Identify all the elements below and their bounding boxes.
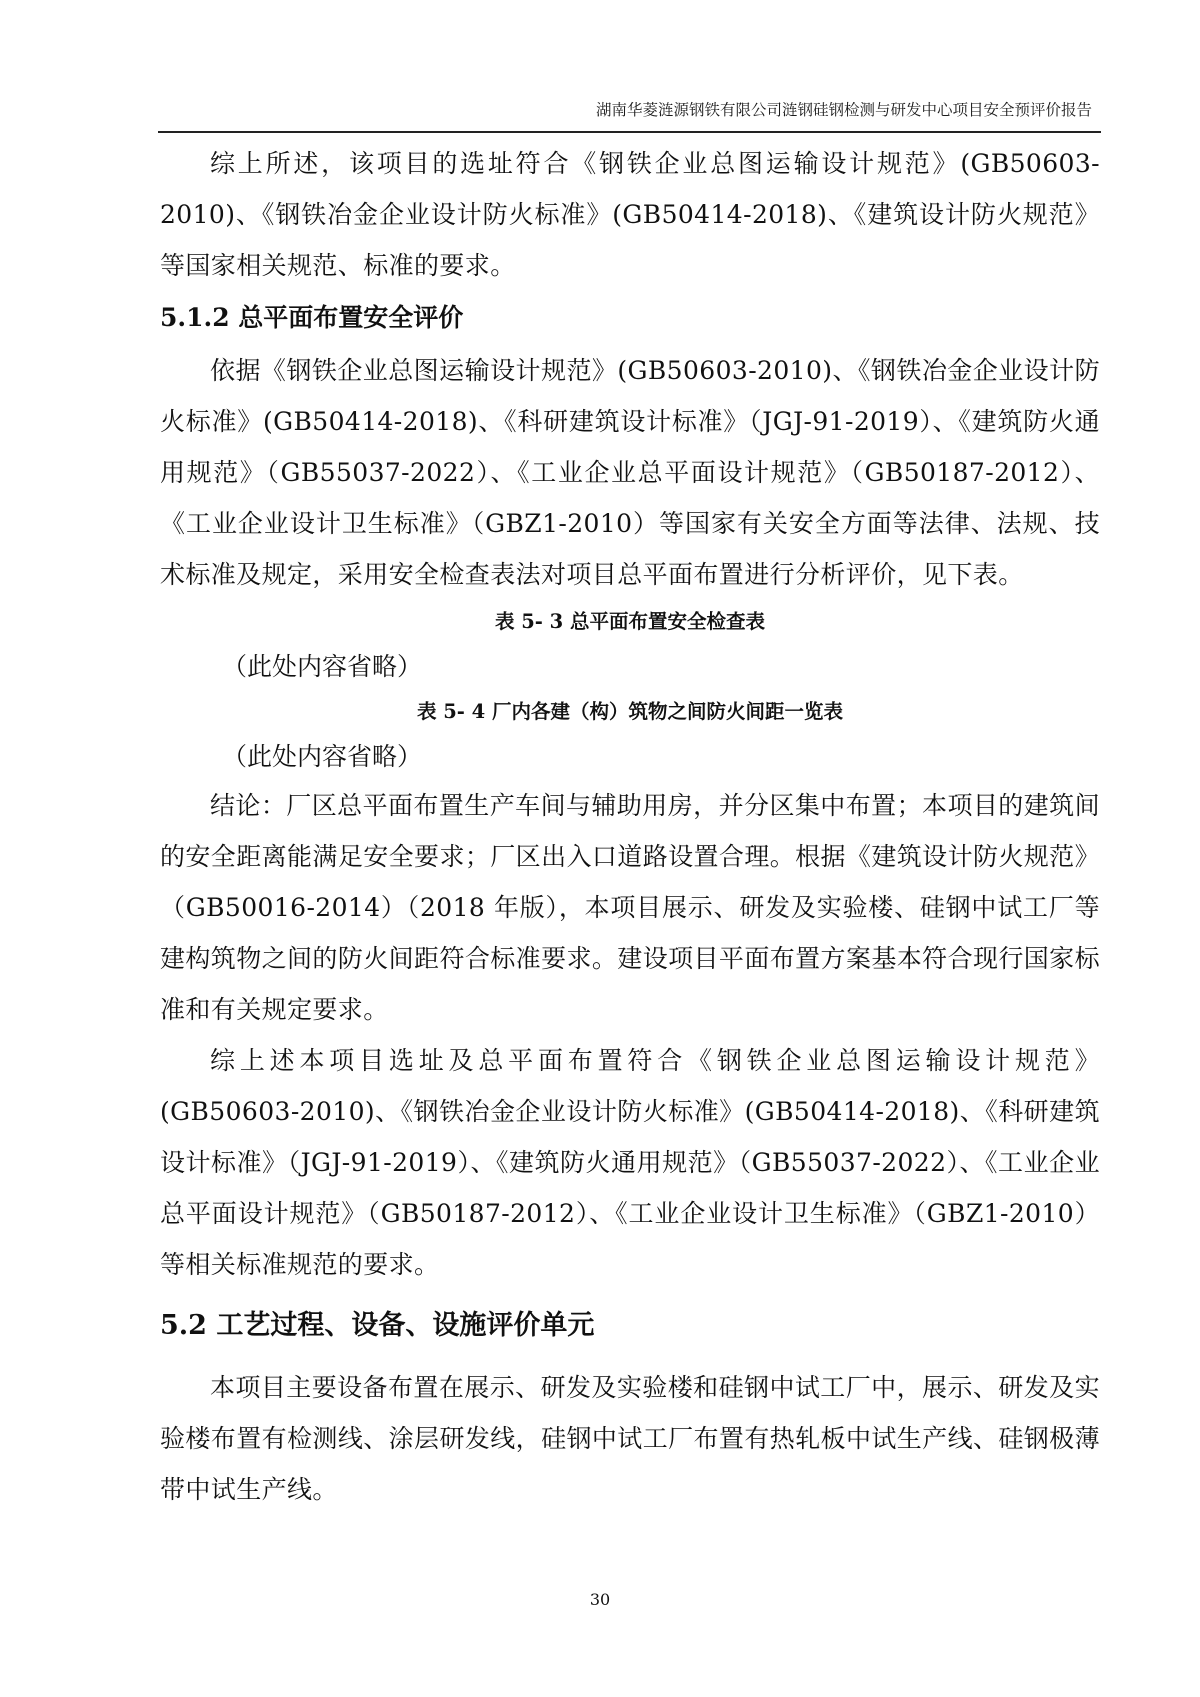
page-content: [160, 138, 1100, 1515]
table-caption-5-3: 表 5- 3 总平面布置安全检查表: [494, 610, 766, 633]
table-caption-5-4: 表 5- 4 厂内各建（构）筑物之间防火间距一览表: [416, 700, 844, 723]
paragraph-equipment: 本项目主要设备布置在展示、研发及实验楼和硅钢中试工厂中，展示、研发及实验楼布置有检测线、涂层研发线，硅钢中试工厂布置有热轧板中试生产线、硅钢极薄带中试生产线。: [160, 1373, 1100, 1504]
paragraph-layout-conclusion: 结论：厂区总平面布置生产车间与辅助用房，并分区集中布置；本项目的建筑间的安全距离能满足安全要求；厂区出入口道路设置合理。根据《建筑设计防火规范》（GB50016-2014）（2018 年版），本项目展示、研发及实验楼、硅钢中试工厂等建构筑物之间的防火间距符合标准要求。建设项目平面布置方案基本符合现行国家标准和有关规定要求。: [160, 791, 1100, 1024]
paragraph-site-conclusion: 综上所述，该项目的选址符合《钢铁企业总图运输设计规范》(GB50603-2010)、《钢铁冶金企业设计防火标准》(GB50414-2018)、《建筑设计防火规范》等国家相关规范、标准的要求。: [160, 149, 1100, 280]
header-rule: [158, 131, 1101, 133]
running-header: 湖南华菱涟源钢铁有限公司涟钢硅钢检测与研发中心项目安全预评价报告: [595, 101, 1092, 119]
paragraph-layout-basis: 依据《钢铁企业总图运输设计规范》(GB50603-2010)、《钢铁冶金企业设计防火标准》(GB50414-2018)、《科研建筑设计标准》（JGJ-91-2019）、《建筑防火通用规范》（GB55037-2022）、《工业企业总平面设计规范》（GB50187-2012）、《工业企业设计卫生标准》（GBZ1-2010）等国家有关安全方面等法律、法规、技术标准及规定，采用安全检查表法对项目总平面布置进行分析评价，见下表。: [160, 356, 1100, 589]
section-heading-5-2: 5.2 工艺过程、设备、设施评价单元: [160, 1310, 595, 1341]
omitted-content-note: （此处内容省略）: [222, 742, 423, 771]
omitted-content-note: （此处内容省略）: [222, 652, 423, 681]
page-number: 30: [589, 1590, 611, 1609]
section-heading-5-1-2: 5.1.2 总平面布置安全评价: [160, 303, 464, 332]
paragraph-summary: 综上述本项目选址及总平面布置符合《钢铁企业总图运输设计规范》(GB50603-2010)、《钢铁冶金企业设计防火标准》(GB50414-2018)、《科研建筑设计标准》（JGJ-91-2019）、《建筑防火通用规范》（GB55037-2022）、《工业企业总平面设计规范》（GB50187-2012）、《工业企业设计卫生标准》（GBZ1-2010）等相关标准规范的要求。: [160, 1046, 1100, 1279]
